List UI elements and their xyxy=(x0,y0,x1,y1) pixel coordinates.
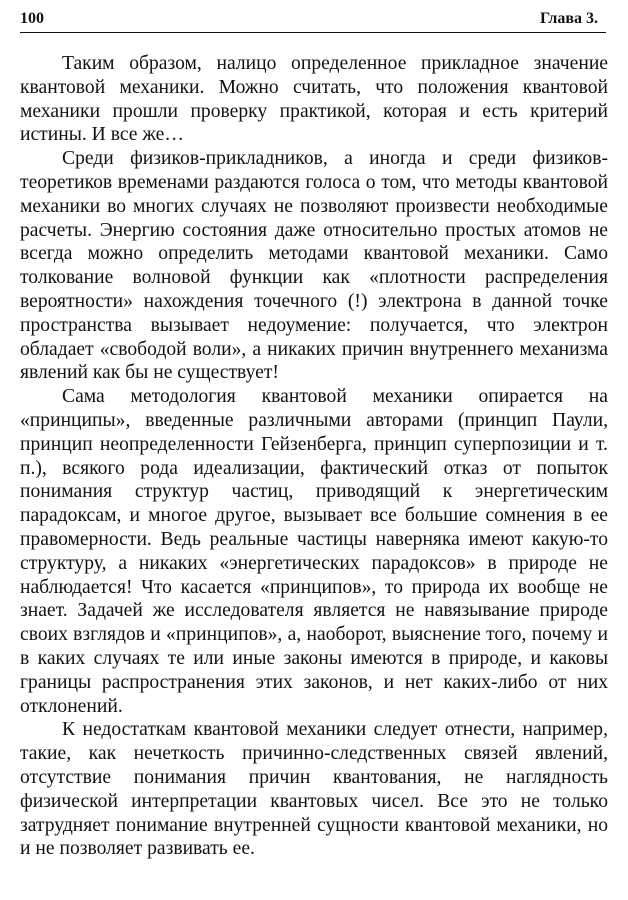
paragraph: Среди физиков-прикладников, а иногда и среди физиков-теоретиков временами раздаются голоса о том, что методы квантовой механики во многих случаях не позволяют произвести необходимые расчеты. Энергию состояния даже относительно простых атомов не всегда можно определить методами квантовой механики. Само толкование волновой функции как «плотности распределения вероятности» нахождения точечного (!) электрона в данной точке пространства вызывает недоумение: получается, что электрон обладает «свободой воли», а никаких причин внутреннего механизма явлений как бы не существует! xyxy=(20,148,608,384)
running-header xyxy=(20,10,606,33)
paragraph: Таким образом, налицо определенное прикладное значение квантовой механики. Можно считать, что положения квантовой механики прошли проверку практикой, которая и есть критерий истины. И все же… xyxy=(20,53,608,146)
paragraph: Сама методология квантовой механики опирается на «принципы», введенные различными авторами (принцип Паули, принцип неопределенности Гейзенберга, принцип суперпозиции и т. п.), всякого рода идеализации, фактический отказ от попыток понимания структур частиц, приводящий к энергетическим парадоксам, и многое другое, вызывает все большие сомнения в ее правомерности. Ведь реальные частицы наверняка имеют какую-то структуру, а никаких «энергетических парадоксов» в природе не наблюдается! Что касается «принципов», то природа их вообще не знает. Задачей же исследователя является не навязывание природе своих взглядов и «принципов», а, наоборот, выяснение того, почему и в каких случаях те или иные законы имеются в природе, и каковы границы распространения этих законов, и нет каких-либо от них отклонений. xyxy=(20,386,608,717)
paragraph: К недостаткам квантовой механики следует отнести, например, такие, как нечеткость причинно-следственных связей явлений, отсутствие понимания причин квантования, не наглядность физической интерпретации квантовых чисел. Все это не только затрудняет понимание внутренней сущности квантовой механики, но и не позволяет развивать ее. xyxy=(20,719,608,860)
body-text xyxy=(20,52,608,861)
chapter-label: Глава 3. xyxy=(540,10,598,27)
page-number: 100 xyxy=(20,10,44,27)
